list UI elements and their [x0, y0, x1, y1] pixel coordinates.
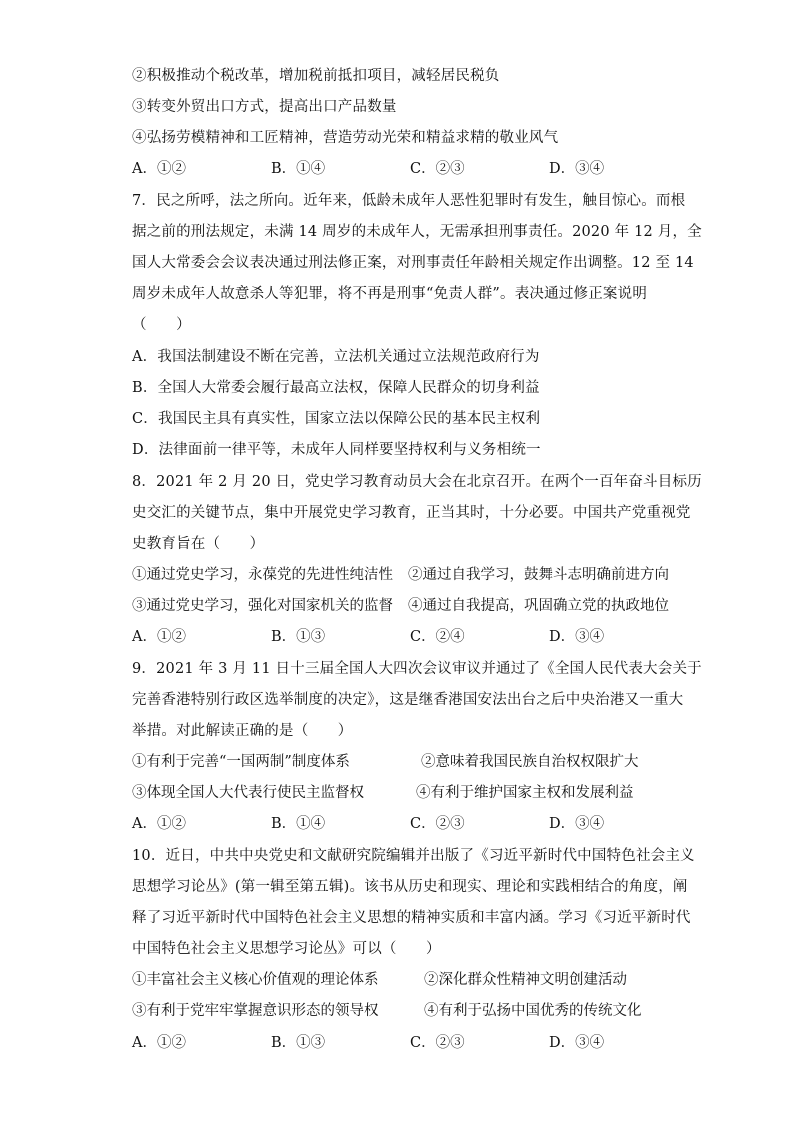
q10-choice-d: D．③④ — [549, 1035, 605, 1051]
q9-options-row-1 — [132, 752, 672, 772]
q7-stem-line-3: 国人大常委会会议表决通过刑法修正案，对刑事责任年龄相关规定作出调整。12 至 14 — [132, 255, 694, 271]
q10-option-1: ①丰富社会主义核心价值观的理论体系 — [132, 972, 379, 988]
q10-stem-line-3: 释了习近平新时代中国特色社会主义思想的精神实质和丰富内涵。学习《习近平新时代 — [132, 910, 691, 926]
q7-choice-b: B．全国人大常委会履行最高立法权，保障人民群众的切身利益 — [132, 380, 540, 396]
q8-option-4: ④通过自我提高，巩固确立党的执政地位 — [408, 598, 669, 614]
q7-stem-line-1: 7．民之所呼，法之所向。近年来，低龄未成年人恶性犯罪时有发生，触目惊心。而根 — [132, 193, 686, 209]
q10-answer-choices — [132, 1033, 672, 1053]
q7-choice-d: D．法律面前一律平等，未成年人同样要坚持权利与义务相统一 — [132, 442, 541, 458]
q7-choice-a: A．我国法制建设不断在完善，立法机关通过立法规范政府行为 — [132, 349, 540, 365]
q9-options-row-2 — [132, 783, 672, 803]
q6-choice-c: C．②③ — [410, 161, 465, 177]
q8-option-3: ③通过党史学习，强化对国家机关的监督 — [132, 598, 393, 614]
q6-choice-a: A．①② — [132, 161, 186, 177]
q10-option-3: ③有利于党牢牢掌握意识形态的领导权 — [132, 1003, 379, 1019]
q6-option-4: ④弘扬劳模精神和工匠精神，营造劳动光荣和精益求精的敬业风气 — [132, 130, 559, 146]
q8-stem-line-3: 史教育旨在（ ） — [132, 536, 265, 552]
q9-choice-c: C．②③ — [410, 816, 465, 832]
q6-choice-d: D．③④ — [549, 161, 605, 177]
q9-option-2: ②意味着我国民族自治权权限扩大 — [421, 754, 639, 770]
q8-option-2: ②通过自我学习，鼓舞斗志明确前进方向 — [408, 567, 669, 583]
q8-option-1: ①通过党史学习，永葆党的先进性纯洁性 — [132, 567, 393, 583]
q10-stem-line-1: 10．近日，中共中央党史和文献研究院编辑并出版了《习近平新时代中国特色社会主义 — [132, 848, 695, 864]
q9-choice-d: D．③④ — [549, 816, 605, 832]
q9-option-1: ①有利于完善“一国两制”制度体系 — [132, 754, 350, 770]
q8-answer-choices — [132, 627, 672, 647]
q7-choice-c: C．我国民主具有真实性，国家立法以保障公民的基本民主权利 — [132, 411, 541, 427]
q10-stem-line-2: 思想学习论丛》(第一辑至第五辑)。该书从历史和现实、理论和实践相结合的角度，阐 — [132, 879, 688, 895]
q7-stem-line-4: 周岁未成年人故意杀人等犯罪，将不再是刑事“免责人群”。表决通过修正案说明 — [132, 286, 648, 302]
q8-options-row-2 — [132, 596, 672, 616]
q9-option-3: ③体现全国人大代表行使民主监督权 — [132, 785, 364, 801]
q10-stem-line-4: 中国特色社会主义思想学习论丛》可以（ ） — [132, 941, 441, 957]
q6-choice-b: B．①④ — [271, 161, 326, 177]
q9-stem-line-2: 完善香港特别行政区选举制度的决定》，这是继香港国安法出台之后中央治港又一重大 — [132, 692, 684, 708]
q10-option-2: ②深化群众性精神文明创建活动 — [424, 972, 627, 988]
q6-option-3: ③转变外贸出口方式，提高出口产品数量 — [132, 99, 397, 115]
q9-answer-choices — [132, 814, 672, 834]
q8-choice-c: C．②④ — [410, 629, 465, 645]
q8-choice-a: A．①② — [132, 629, 186, 645]
q8-stem-line-2: 史交汇的关键节点，集中开展党史学习教育，正当其时，十分必要。中国共产党重视党 — [132, 505, 691, 521]
q10-choice-a: A．①② — [132, 1035, 186, 1051]
q9-option-4: ④有利于维护国家主权和发展利益 — [416, 785, 634, 801]
q8-stem-line-1: 8．2021 年 2 月 20 日，党史学习教育动员大会在北京召开。在两个一百年奋斗目标历 — [132, 474, 702, 490]
q10-option-4: ④有利于弘扬中国优秀的传统文化 — [424, 1003, 642, 1019]
q10-options-row-2 — [132, 1001, 672, 1021]
q10-choice-b: B．①③ — [271, 1035, 326, 1051]
q9-choice-a: A．①② — [132, 816, 186, 832]
q8-choice-d: D．③④ — [549, 629, 605, 645]
q6-option-2: ②积极推动个税改革，增加税前抵扣项目，减轻居民税负 — [132, 68, 500, 84]
q7-answer-blank: （ ） — [132, 317, 191, 333]
q7-stem-line-2: 据之前的刑法规定，未满 14 周岁的未成年人，无需承担刑事责任。2020 年 12 月，全 — [132, 224, 702, 240]
q10-options-row-1 — [132, 970, 672, 990]
q9-choice-b: B．①④ — [271, 816, 326, 832]
q9-stem-line-3: 举措。对此解读正确的是（ ） — [132, 723, 353, 739]
q8-options-row-1 — [132, 565, 672, 585]
q8-choice-b: B．①③ — [271, 629, 326, 645]
q6-answer-choices — [132, 159, 672, 179]
q9-stem-line-1: 9．2021 年 3 月 11 日十三届全国人大四次会议审议并通过了《全国人民代表大会关于 — [132, 661, 702, 677]
q10-choice-c: C．②③ — [410, 1035, 465, 1051]
